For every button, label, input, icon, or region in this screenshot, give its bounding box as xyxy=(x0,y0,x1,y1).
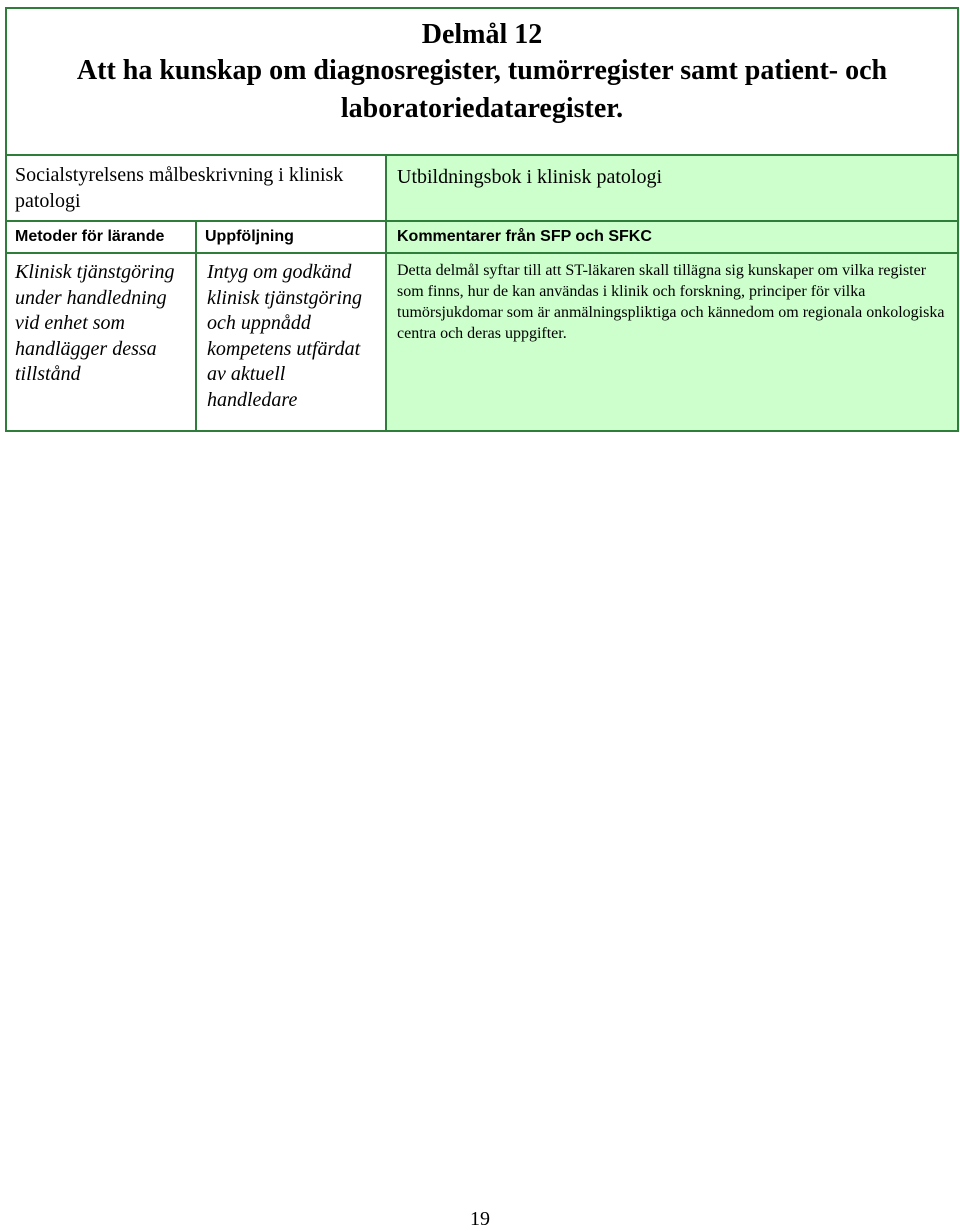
delmal-title: Att ha kunskap om diagnosregister, tumörregister samt patient- och laboratoriedataregister. xyxy=(76,55,888,124)
methods-cell: Klinisk tjänstgöring under handledning vid enhet som handlägger dessa tillstånd xyxy=(6,253,196,431)
title-row xyxy=(6,8,958,155)
header-row xyxy=(6,155,958,221)
utbildningsbok-header: Utbildningsbok i klinisk patologi xyxy=(386,155,958,221)
content-row xyxy=(6,253,958,431)
comments-cell: Detta delmål syftar till att ST-läkaren skall tillägna sig kunskaper om vilka register som finns, hur de kan användas i klinik och forskning, principer för vilka tumörsjukdomar som är anmälningspliktiga och kännedom om regionala onkologiska centra och deras uppgifter. xyxy=(386,253,958,431)
comments-column-header: Kommentarer från SFP och SFKC xyxy=(386,221,958,253)
followup-cell: Intyg om godkänd klinisk tjänstgöring och uppnådd kompetens utfärdat av aktuell handledare xyxy=(196,253,386,431)
socialstyrelsen-header: Socialstyrelsens målbeskrivning i klinisk patologi xyxy=(6,155,386,221)
delmal-table xyxy=(5,7,959,432)
column-header-row xyxy=(6,221,958,253)
delmal-number: Delmål 12 xyxy=(421,19,543,50)
title-cell xyxy=(6,8,958,155)
page-number: 19 xyxy=(470,1208,490,1230)
followup-column-header: Uppföljning xyxy=(196,221,386,253)
methods-column-header: Metoder för lärande xyxy=(6,221,196,253)
